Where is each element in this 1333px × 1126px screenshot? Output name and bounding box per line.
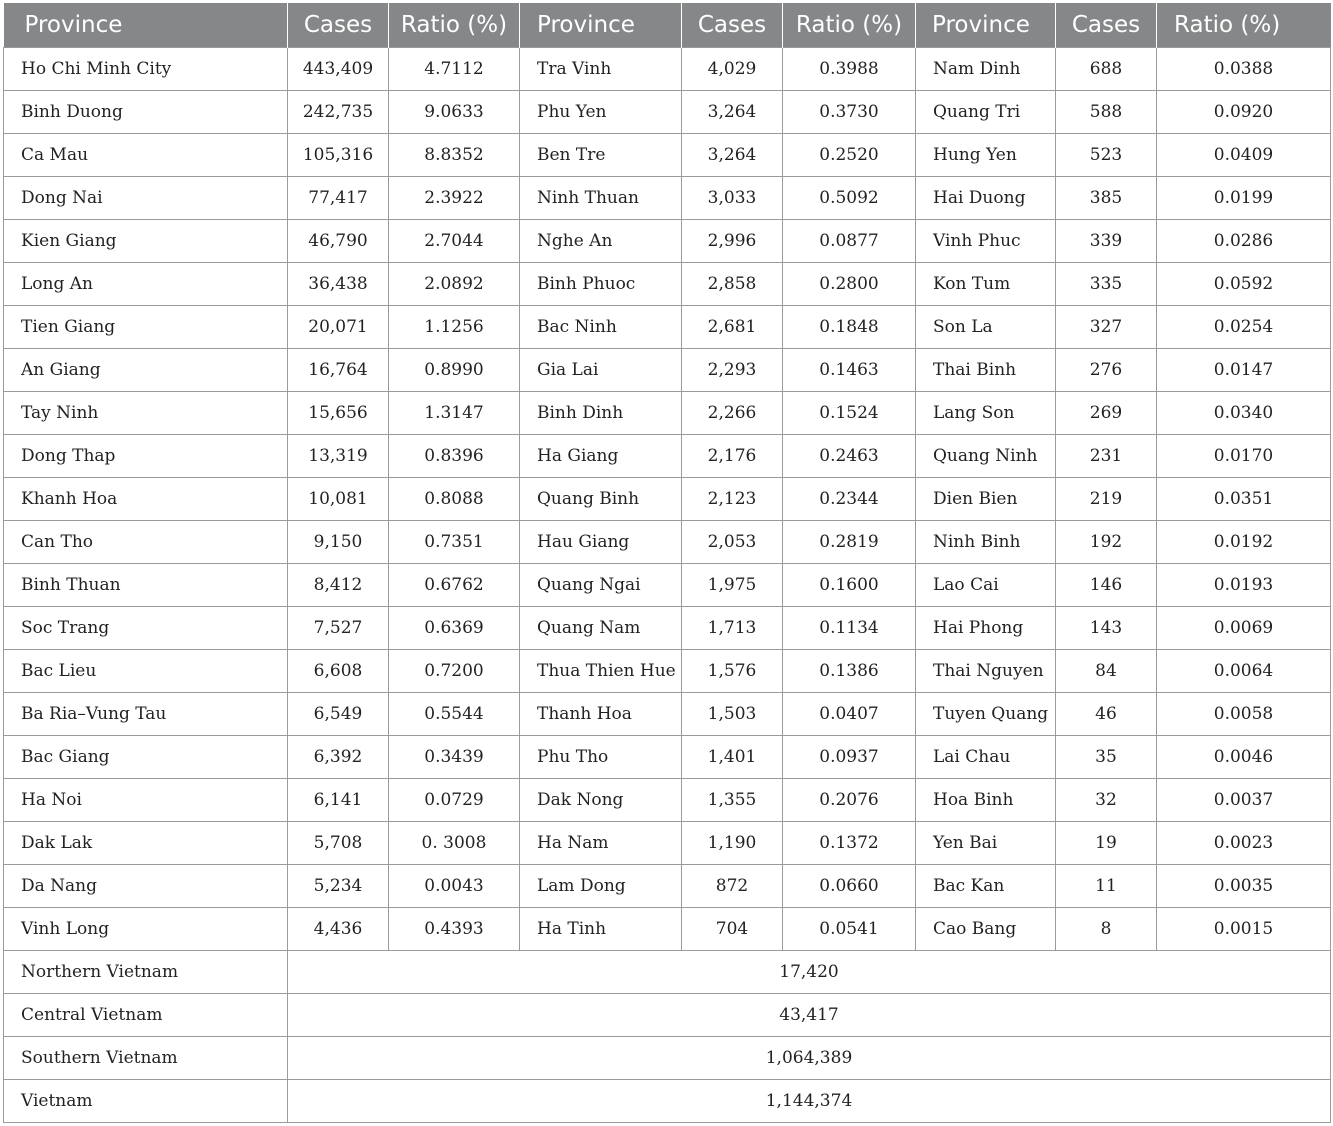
cases-cell: 6,392 <box>288 736 389 779</box>
cases-cell: 146 <box>1056 564 1157 607</box>
cases-cell: 2,681 <box>682 306 783 349</box>
ratio-cell: 0.2800 <box>783 263 916 306</box>
province-cell: Nghe An <box>520 220 682 263</box>
cases-cell: 6,141 <box>288 779 389 822</box>
cases-cell: 10,081 <box>288 478 389 521</box>
ratio-cell: 0.0937 <box>783 736 916 779</box>
province-cell: Tra Vinh <box>520 48 682 91</box>
province-cell: Khanh Hoa <box>4 478 288 521</box>
ratio-cell: 0.2463 <box>783 435 916 478</box>
ratio-cell: 0.0254 <box>1157 306 1331 349</box>
ratio-cell: 0.0147 <box>1157 349 1331 392</box>
province-cell: Lai Chau <box>916 736 1056 779</box>
ratio-cell: 0.1134 <box>783 607 916 650</box>
summary-row <box>4 1037 1331 1080</box>
cases-cell: 327 <box>1056 306 1157 349</box>
header-province-2: Province <box>520 3 682 48</box>
province-cell: Son La <box>916 306 1056 349</box>
cases-cell: 8 <box>1056 908 1157 951</box>
ratio-cell: 0.3730 <box>783 91 916 134</box>
province-cell: Lang Son <box>916 392 1056 435</box>
province-cell: Ha Giang <box>520 435 682 478</box>
province-cell: Quang Binh <box>520 478 682 521</box>
cases-cell: 2,176 <box>682 435 783 478</box>
province-cell: Kon Tum <box>916 263 1056 306</box>
cases-cell: 2,053 <box>682 521 783 564</box>
cases-cell: 5,234 <box>288 865 389 908</box>
ratio-cell: 0.7351 <box>389 521 520 564</box>
header-cases-3: Cases <box>1056 3 1157 48</box>
header-cases-2: Cases <box>682 3 783 48</box>
province-cell: Lam Dong <box>520 865 682 908</box>
table-row <box>4 435 1331 478</box>
cases-cell: 16,764 <box>288 349 389 392</box>
cases-cell: 1,975 <box>682 564 783 607</box>
table-row <box>4 91 1331 134</box>
province-cell: Binh Dinh <box>520 392 682 435</box>
ratio-cell: 0.1463 <box>783 349 916 392</box>
cases-cell: 35 <box>1056 736 1157 779</box>
cases-cell: 4,029 <box>682 48 783 91</box>
ratio-cell: 0.0877 <box>783 220 916 263</box>
ratio-cell: 0.1600 <box>783 564 916 607</box>
ratio-cell: 0.0069 <box>1157 607 1331 650</box>
ratio-cell: 0.5544 <box>389 693 520 736</box>
province-cell: Dak Lak <box>4 822 288 865</box>
cases-cell: 32 <box>1056 779 1157 822</box>
cases-cell: 2,123 <box>682 478 783 521</box>
ratio-cell: 0.2520 <box>783 134 916 177</box>
province-cell: Long An <box>4 263 288 306</box>
province-cell: Quang Tri <box>916 91 1056 134</box>
cases-cell: 8,412 <box>288 564 389 607</box>
cases-cell: 19 <box>1056 822 1157 865</box>
province-cell: Quang Nam <box>520 607 682 650</box>
province-cell: Gia Lai <box>520 349 682 392</box>
summary-row <box>4 951 1331 994</box>
cases-cell: 13,319 <box>288 435 389 478</box>
province-cases-table <box>3 3 1331 1123</box>
ratio-cell: 0.0340 <box>1157 392 1331 435</box>
ratio-cell: 0.1524 <box>783 392 916 435</box>
province-cell: Cao Bang <box>916 908 1056 951</box>
province-cell: Tuyen Quang <box>916 693 1056 736</box>
cases-cell: 84 <box>1056 650 1157 693</box>
region-label: Central Vietnam <box>4 994 288 1037</box>
province-cell: Soc Trang <box>4 607 288 650</box>
ratio-cell: 8.8352 <box>389 134 520 177</box>
table-row <box>4 263 1331 306</box>
ratio-cell: 0.0286 <box>1157 220 1331 263</box>
cases-cell: 5,708 <box>288 822 389 865</box>
province-cell: Da Nang <box>4 865 288 908</box>
cases-cell: 1,190 <box>682 822 783 865</box>
cases-cell: 3,264 <box>682 134 783 177</box>
ratio-cell: 2.7044 <box>389 220 520 263</box>
province-cell: Dong Nai <box>4 177 288 220</box>
ratio-cell: 0.0035 <box>1157 865 1331 908</box>
province-cell: Tay Ninh <box>4 392 288 435</box>
province-cell: Vinh Long <box>4 908 288 951</box>
province-cell: Ninh Thuan <box>520 177 682 220</box>
cases-cell: 6,608 <box>288 650 389 693</box>
cases-cell: 192 <box>1056 521 1157 564</box>
province-cell: Thanh Hoa <box>520 693 682 736</box>
province-cell: Binh Thuan <box>4 564 288 607</box>
ratio-cell: 0. 3008 <box>389 822 520 865</box>
table-row <box>4 908 1331 951</box>
province-cell: Ben Tre <box>520 134 682 177</box>
ratio-cell: 0.0170 <box>1157 435 1331 478</box>
ratio-cell: 0.0046 <box>1157 736 1331 779</box>
header-province-3: Province <box>916 3 1056 48</box>
region-total: 43,417 <box>288 994 1331 1037</box>
ratio-cell: 0.6762 <box>389 564 520 607</box>
province-cell: Ha Nam <box>520 822 682 865</box>
cases-cell: 4,436 <box>288 908 389 951</box>
cases-cell: 276 <box>1056 349 1157 392</box>
ratio-cell: 0.4393 <box>389 908 520 951</box>
cases-cell: 231 <box>1056 435 1157 478</box>
province-cell: Bac Ninh <box>520 306 682 349</box>
ratio-cell: 0.0193 <box>1157 564 1331 607</box>
ratio-cell: 2.3922 <box>389 177 520 220</box>
ratio-cell: 0.8088 <box>389 478 520 521</box>
province-cell: Ho Chi Minh City <box>4 48 288 91</box>
province-cell: Dien Bien <box>916 478 1056 521</box>
cases-cell: 46,790 <box>288 220 389 263</box>
cases-cell: 143 <box>1056 607 1157 650</box>
province-cell: Quang Ngai <box>520 564 682 607</box>
table-row <box>4 220 1331 263</box>
cases-cell: 1,576 <box>682 650 783 693</box>
cases-cell: 219 <box>1056 478 1157 521</box>
cases-cell: 2,293 <box>682 349 783 392</box>
header-province-1: Province <box>4 3 288 48</box>
region-total: 1,064,389 <box>288 1037 1331 1080</box>
province-cell: Can Tho <box>4 521 288 564</box>
ratio-cell: 9.0633 <box>389 91 520 134</box>
cases-cell: 11 <box>1056 865 1157 908</box>
ratio-cell: 0.0409 <box>1157 134 1331 177</box>
province-cell: Bac Lieu <box>4 650 288 693</box>
cases-cell: 688 <box>1056 48 1157 91</box>
ratio-cell: 0.8990 <box>389 349 520 392</box>
region-total: 1,144,374 <box>288 1080 1331 1123</box>
ratio-cell: 0.2819 <box>783 521 916 564</box>
cases-cell: 1,713 <box>682 607 783 650</box>
province-cell: Hoa Binh <box>916 779 1056 822</box>
header-ratio-2: Ratio (%) <box>783 3 916 48</box>
table-row <box>4 349 1331 392</box>
cases-cell: 872 <box>682 865 783 908</box>
province-cell: Hung Yen <box>916 134 1056 177</box>
ratio-cell: 0.0388 <box>1157 48 1331 91</box>
ratio-cell: 0.0541 <box>783 908 916 951</box>
province-cell: Ba Ria–Vung Tau <box>4 693 288 736</box>
cases-cell: 1,355 <box>682 779 783 822</box>
table-row <box>4 650 1331 693</box>
header-cases-1: Cases <box>288 3 389 48</box>
ratio-cell: 0.0199 <box>1157 177 1331 220</box>
cases-cell: 588 <box>1056 91 1157 134</box>
ratio-cell: 0.0023 <box>1157 822 1331 865</box>
region-label: Southern Vietnam <box>4 1037 288 1080</box>
cases-cell: 523 <box>1056 134 1157 177</box>
province-cell: Vinh Phuc <box>916 220 1056 263</box>
cases-cell: 1,503 <box>682 693 783 736</box>
cases-cell: 105,316 <box>288 134 389 177</box>
table-row <box>4 865 1331 908</box>
ratio-cell: 0.0660 <box>783 865 916 908</box>
province-cell: Quang Ninh <box>916 435 1056 478</box>
cases-cell: 335 <box>1056 263 1157 306</box>
cases-cell: 7,527 <box>288 607 389 650</box>
ratio-cell: 0.5092 <box>783 177 916 220</box>
cases-cell: 2,266 <box>682 392 783 435</box>
region-label: Vietnam <box>4 1080 288 1123</box>
ratio-cell: 0.6369 <box>389 607 520 650</box>
province-cell: Binh Phuoc <box>520 263 682 306</box>
cases-cell: 9,150 <box>288 521 389 564</box>
table-row <box>4 564 1331 607</box>
province-cell: Hai Duong <box>916 177 1056 220</box>
ratio-cell: 0.0351 <box>1157 478 1331 521</box>
province-cell: Nam Dinh <box>916 48 1056 91</box>
table-row <box>4 822 1331 865</box>
ratio-cell: 0.1372 <box>783 822 916 865</box>
cases-cell: 20,071 <box>288 306 389 349</box>
province-cell: Lao Cai <box>916 564 1056 607</box>
ratio-cell: 2.0892 <box>389 263 520 306</box>
province-cell: Dak Nong <box>520 779 682 822</box>
province-cell: Ha Tinh <box>520 908 682 951</box>
ratio-cell: 1.1256 <box>389 306 520 349</box>
ratio-cell: 0.0037 <box>1157 779 1331 822</box>
province-cell: Thua Thien Hue <box>520 650 682 693</box>
cases-cell: 36,438 <box>288 263 389 306</box>
cases-cell: 46 <box>1056 693 1157 736</box>
cases-cell: 15,656 <box>288 392 389 435</box>
ratio-cell: 0.0920 <box>1157 91 1331 134</box>
table-row <box>4 48 1331 91</box>
cases-cell: 6,549 <box>288 693 389 736</box>
table-row <box>4 779 1331 822</box>
ratio-cell: 0.0729 <box>389 779 520 822</box>
table-row <box>4 736 1331 779</box>
province-cell: Tien Giang <box>4 306 288 349</box>
province-cell: Kien Giang <box>4 220 288 263</box>
province-cell: Ninh Binh <box>916 521 1056 564</box>
ratio-cell: 0.0064 <box>1157 650 1331 693</box>
table-row <box>4 478 1331 521</box>
table-row <box>4 693 1331 736</box>
table-row <box>4 177 1331 220</box>
province-cell: Phu Yen <box>520 91 682 134</box>
region-label: Northern Vietnam <box>4 951 288 994</box>
cases-cell: 385 <box>1056 177 1157 220</box>
summary-row <box>4 994 1331 1037</box>
ratio-cell: 0.0407 <box>783 693 916 736</box>
province-cell: An Giang <box>4 349 288 392</box>
province-cell: Ca Mau <box>4 134 288 177</box>
table-row <box>4 521 1331 564</box>
table-row <box>4 607 1331 650</box>
cases-cell: 77,417 <box>288 177 389 220</box>
ratio-cell: 0.2076 <box>783 779 916 822</box>
ratio-cell: 0.0043 <box>389 865 520 908</box>
ratio-cell: 0.8396 <box>389 435 520 478</box>
province-cell: Hau Giang <box>520 521 682 564</box>
ratio-cell: 0.2344 <box>783 478 916 521</box>
province-cell: Hai Phong <box>916 607 1056 650</box>
province-cell: Bac Kan <box>916 865 1056 908</box>
province-cell: Ha Noi <box>4 779 288 822</box>
ratio-cell: 0.0058 <box>1157 693 1331 736</box>
header-row <box>4 3 1331 48</box>
region-total: 17,420 <box>288 951 1331 994</box>
province-cell: Binh Duong <box>4 91 288 134</box>
cases-cell: 339 <box>1056 220 1157 263</box>
province-cell: Phu Tho <box>520 736 682 779</box>
cases-cell: 242,735 <box>288 91 389 134</box>
cases-cell: 3,264 <box>682 91 783 134</box>
ratio-cell: 0.3439 <box>389 736 520 779</box>
header-ratio-3: Ratio (%) <box>1157 3 1331 48</box>
ratio-cell: 1.3147 <box>389 392 520 435</box>
ratio-cell: 0.0592 <box>1157 263 1331 306</box>
ratio-cell: 0.1848 <box>783 306 916 349</box>
cases-cell: 2,858 <box>682 263 783 306</box>
cases-cell: 1,401 <box>682 736 783 779</box>
ratio-cell: 0.7200 <box>389 650 520 693</box>
province-cell: Thai Binh <box>916 349 1056 392</box>
table-row <box>4 392 1331 435</box>
cases-cell: 443,409 <box>288 48 389 91</box>
province-cell: Bac Giang <box>4 736 288 779</box>
header-ratio-1: Ratio (%) <box>389 3 520 48</box>
summary-row <box>4 1080 1331 1123</box>
cases-cell: 269 <box>1056 392 1157 435</box>
table-row <box>4 306 1331 349</box>
cases-cell: 2,996 <box>682 220 783 263</box>
cases-cell: 3,033 <box>682 177 783 220</box>
province-cell: Dong Thap <box>4 435 288 478</box>
table-row <box>4 134 1331 177</box>
ratio-cell: 0.0015 <box>1157 908 1331 951</box>
cases-cell: 704 <box>682 908 783 951</box>
province-cell: Thai Nguyen <box>916 650 1056 693</box>
province-cell: Yen Bai <box>916 822 1056 865</box>
ratio-cell: 0.1386 <box>783 650 916 693</box>
ratio-cell: 0.0192 <box>1157 521 1331 564</box>
ratio-cell: 4.7112 <box>389 48 520 91</box>
ratio-cell: 0.3988 <box>783 48 916 91</box>
